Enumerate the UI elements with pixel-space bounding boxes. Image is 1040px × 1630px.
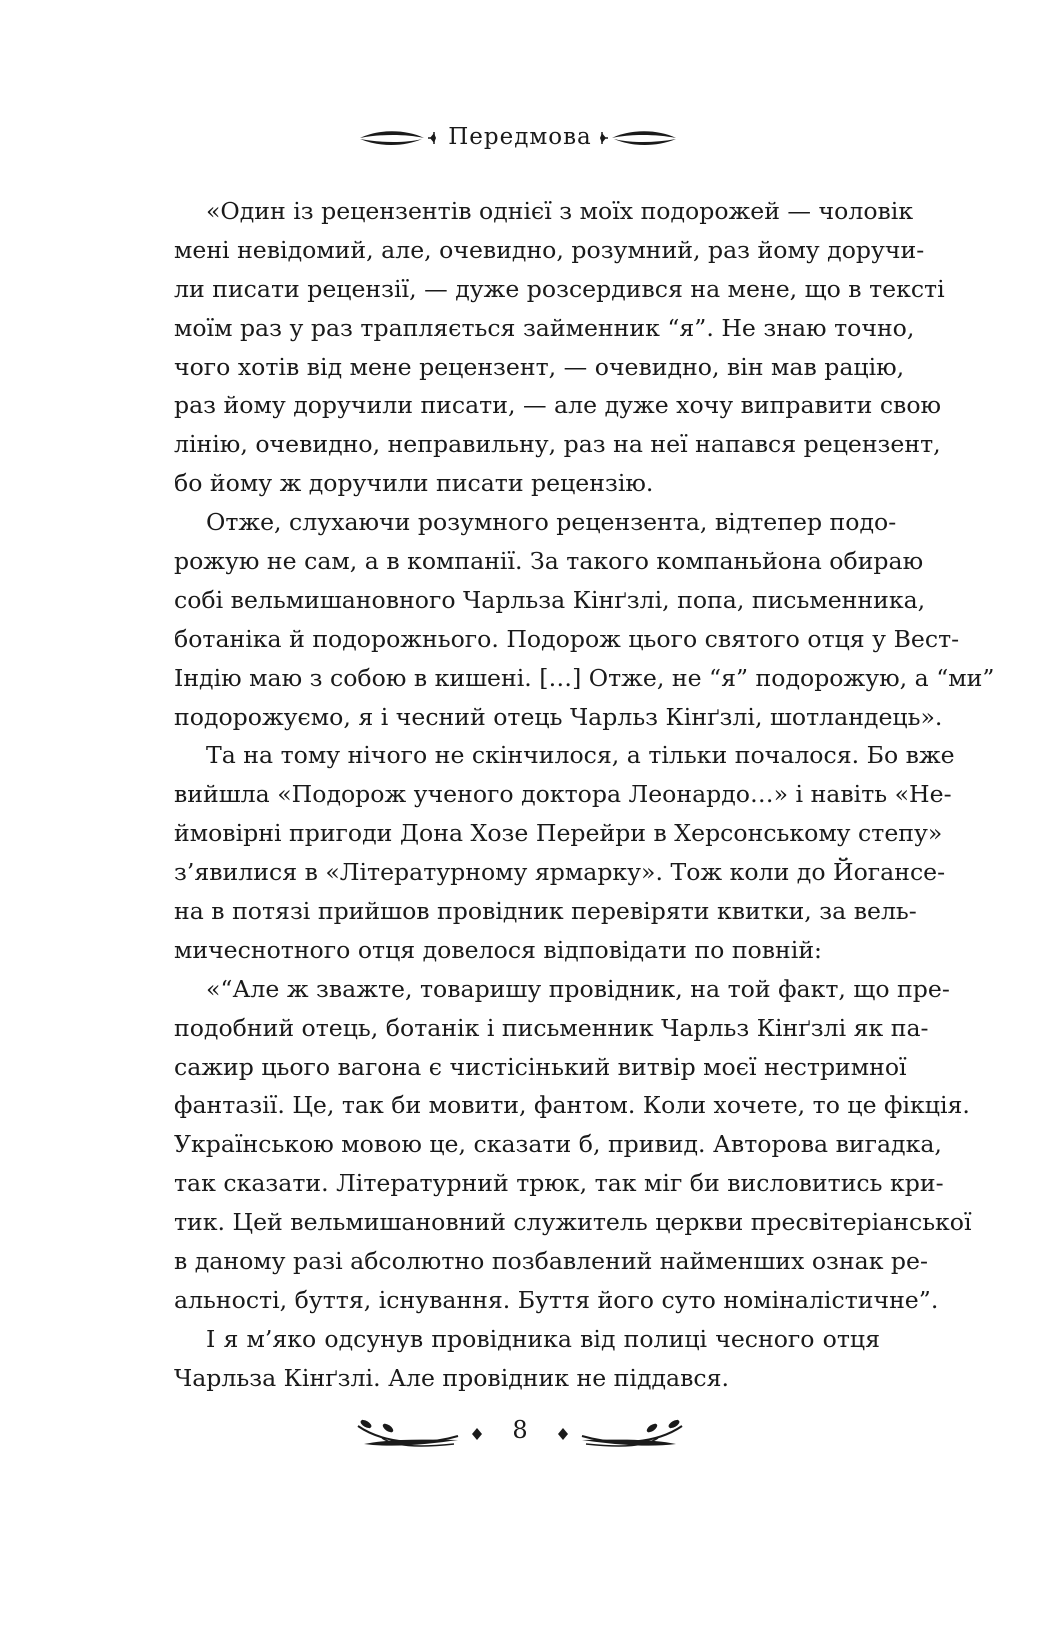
text-line: подорожуємо, я і чесний отець Чарльз Кінґзлі, шотландець».: [174, 702, 943, 731]
text-line: Отже, слухаючи розумного рецензента, відтепер подо-: [206, 508, 897, 537]
text-line: чого хотів від мене рецензент, — очевидно, він мав рацію,: [174, 352, 905, 381]
text-line: лінію, очевидно, неправильну, раз на неї напався рецензент,: [174, 430, 941, 459]
body-text: [174, 192, 995, 1398]
text-line: І я м’яко одсунув провідника від полиці чесного отця: [206, 1324, 880, 1353]
leaf-ornament-right-icon: [598, 126, 678, 150]
text-line: сажир цього вагона є чистісінький витвір моєї нестримної: [174, 1052, 907, 1081]
text-line: так сказати. Літературний трюк, так міг би висловитись кри-: [174, 1169, 944, 1198]
text-line: раз йому доручили писати, — але дуже хочу виправити свою: [174, 391, 942, 420]
text-line: мичеснотного отця довелося відповідати по повній:: [174, 935, 822, 964]
running-header-title: Передмова: [448, 124, 592, 150]
text-line: ли писати рецензії, — дуже розсердився на мене, що в тексті: [174, 274, 945, 303]
text-line: вийшла «Подорож ученого доктора Леонардо…» і навіть «Не-: [174, 780, 952, 809]
text-line: ймовірні пригоди Дона Хозе Перейри в Херсонському степу»: [174, 819, 943, 848]
text-line: «Один із рецензентів однієї з моїх подорожей — чоловік: [206, 197, 914, 225]
text-line: з’явилися в «Літературному ярмарку». Тож коли до Йогансе-: [174, 858, 946, 887]
text-line: Українською мовою це, сказати б, привид. Авторова вигадка,: [174, 1130, 942, 1159]
text-line: Та на тому нічого не скінчилося, а тільки почалося. Бо вже: [206, 741, 955, 770]
text-line: бо йому ж доручили писати рецензію.: [174, 469, 654, 498]
text-line: тик. Цей вельмишановний служитель церкви пресвітеріанської: [174, 1208, 972, 1237]
text-line: Чарльза Кінґзлі. Але провідник не піддався.: [174, 1363, 729, 1392]
text-line: мені невідомий, але, очевидно, розумний, раз йому доручи-: [174, 235, 925, 264]
text-line: «“Але ж зважте, товаришу провідник, на той факт, що пре-: [206, 974, 950, 1003]
text-line: в даному разі абсолютно позбавлений найменших ознак ре-: [174, 1247, 928, 1276]
text-line: моїм раз у раз трапляється займенник “я”. Не знаю точно,: [174, 313, 915, 342]
page-number: 8: [512, 1416, 528, 1444]
text-line: рожую не сам, а в компанії. За такого компаньйона обираю: [174, 547, 924, 576]
page-footer: [0, 1408, 1040, 1458]
text-line: альності, буття, існування. Буття його суто номіналістичне”.: [174, 1285, 939, 1314]
reed-ornament-right-icon: [556, 1414, 686, 1454]
text-line: Індію маю з собою в кишені. […] Отже, не “я” подорожую, а “ми”: [174, 663, 995, 692]
text-line: подобний отець, ботанік і письменник Чарльз Кінґзлі як па-: [174, 1013, 929, 1042]
text-line: собі вельмишановного Чарльза Кінґзлі, попа, письменника,: [174, 585, 926, 614]
text-line: на в потязі прийшов провідник перевіряти квитки, за вель-: [174, 897, 917, 926]
text-line: ботаніка й подорожнього. Подорож цього святого отця у Вест-: [174, 624, 960, 653]
running-header: [0, 118, 1040, 158]
text-line: фантазії. Це, так би мовити, фантом. Коли хочете, то це фікція.: [174, 1091, 970, 1120]
